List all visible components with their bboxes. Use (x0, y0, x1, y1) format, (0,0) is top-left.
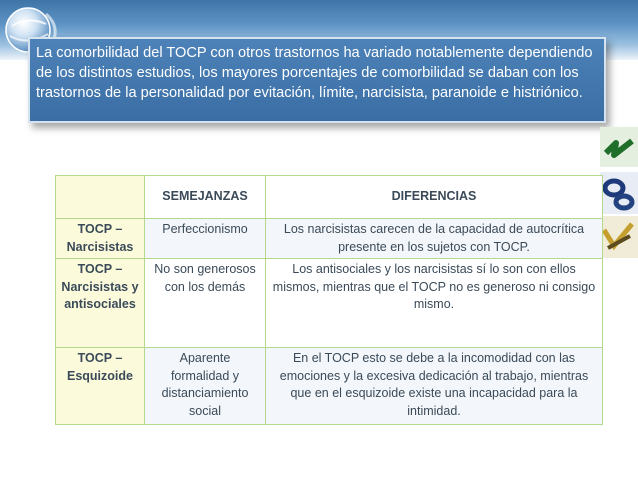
callout-text: La comorbilidad del TOCP con otros trastornos ha variado notablemente dependiendo de los distintos estudios, los mayores porcentajes de comorbilidad se daban con los trastornos de la personalidad por evitación, límite, narcisista, paranoide e histriónico. (36, 45, 593, 101)
table-header-row (56, 176, 603, 219)
table-row (56, 219, 603, 259)
comorbidity-callout (28, 37, 606, 123)
row-diferencia: Los antisociales y los narcisistas sí lo son con ellos mismos, mientras que el TOCP no es generoso ni consigo mismo. (266, 259, 603, 348)
table-row (56, 259, 603, 348)
gold-check-icon (600, 216, 638, 258)
row-diferencia: Los narcisistas carecen de la capacidad de autocrítica presente en los sujetos con TOCP. (266, 219, 603, 259)
row-semejanza: No son generosos con los demás (145, 259, 266, 348)
table-row (56, 348, 603, 425)
row-semejanza: Aparente formalidad y distanciamiento social (145, 348, 266, 425)
comparison-table (55, 175, 603, 425)
row-diferencia: En el TOCP esto se debe a la incomodidad con las emociones y la excesiva dedicación al trabajo, mientras que en el esquizoide existe una incapacidad para la intimidad. (266, 348, 603, 425)
header-semejanzas: SEMEJANZAS (145, 176, 266, 219)
row-label: TOCP – Esquizoide (56, 348, 145, 425)
blue-swirl-icon (600, 172, 638, 214)
green-check-icon (600, 127, 638, 167)
row-semejanza: Perfeccionismo (145, 219, 266, 259)
header-empty-cell (56, 176, 145, 219)
row-label: TOCP – Narcisistas y antisociales (56, 259, 145, 348)
row-label: TOCP – Narcisistas (56, 219, 145, 259)
header-diferencias: DIFERENCIAS (266, 176, 603, 219)
